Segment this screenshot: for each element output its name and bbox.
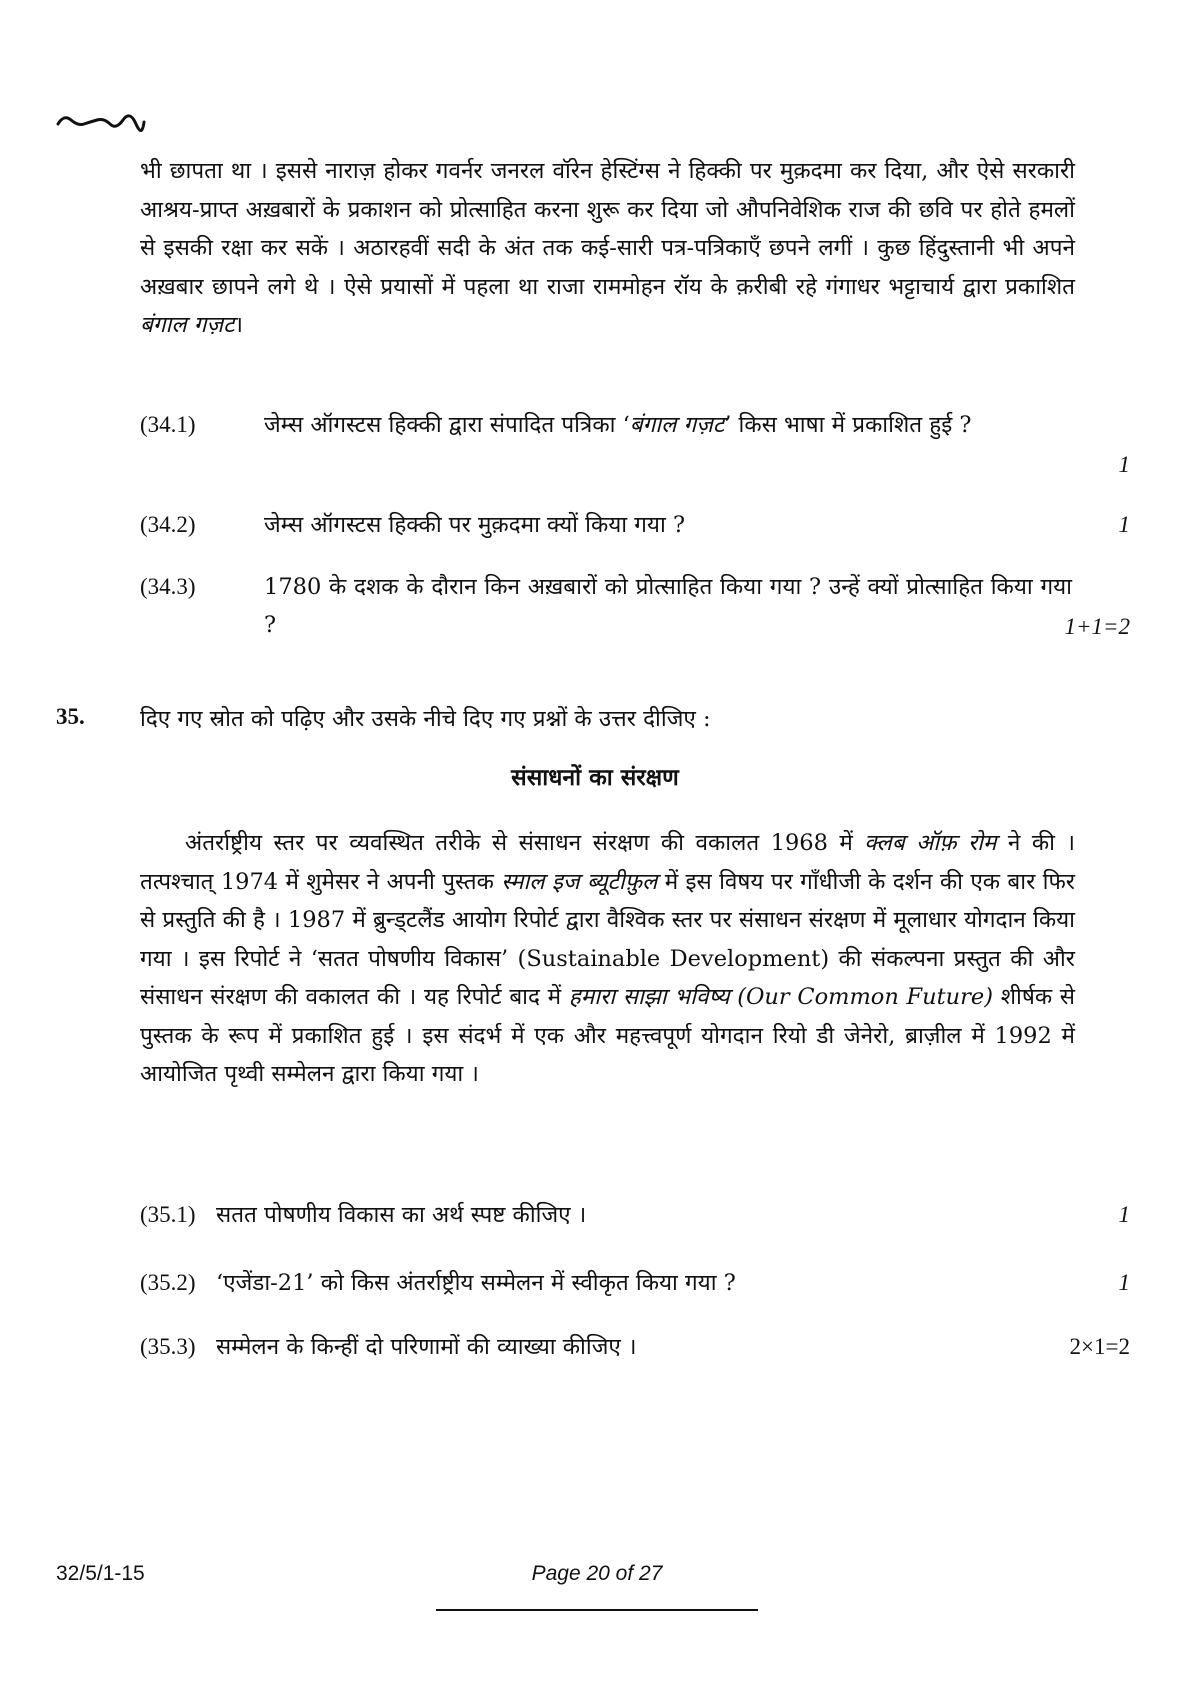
subquestion-number: (34.1) <box>140 412 196 437</box>
italic-title: स्माल इज ब्यूटीफ़ुल <box>501 868 658 895</box>
subquestion-number: (35.2) <box>140 1270 196 1295</box>
source-title: संसाधनों का संरक्षण <box>511 764 679 791</box>
text-part: ’ किस भाषा में प्रकाशित हुई ? <box>724 412 972 438</box>
subquestion-text: सम्मेलन के किन्हीं दो परिणामों की व्याख्या कीजिए । <box>216 1334 637 1360</box>
subquestion-number: (34.3) <box>140 574 196 599</box>
question-instruction: दिए गए स्रोत को पढ़िए और उसके नीचे दिए गए प्रश्नों के उत्तर दीजिए : <box>140 706 711 732</box>
subquestion-34-1 <box>140 406 1130 484</box>
subquestion-35-2 <box>140 1264 1130 1304</box>
italic-title: हमारा साझा भविष्य (Our Common Future) <box>568 984 993 1010</box>
marks: 1 <box>1118 452 1130 477</box>
subquestion-number: (35.1) <box>140 1202 196 1227</box>
subquestion-text: 1780 के दशक के दौरान किन अख़बारों को प्रोत्साहित किया गया ? उन्हें क्यों प्रोत्साहित किया गया ? <box>264 574 1072 638</box>
page-number: Page 20 of 27 <box>531 1562 663 1585</box>
passage-text: में इस विषय पर गाँधीजी के दर्शन की एक बार फिर से प्रस्तुति की है । 1987 में ब्रुन्ड्टलैंड आयोग रिपोर्ट द्वारा वैश्विक स्तर पर संसाधन संरक्षण में मूलाधार योगदान किया गया । इस रिपोर्ट ने ‘सतत पोषणीय विकास’ (Sustainable Development) की संकल्पना प्रस्तुत की और संसाधन संरक्षण की वकालत की । यह रिपोर्ट बाद में <box>140 868 1076 1010</box>
passage-text: अंतर्राष्ट्रीय स्तर पर व्यवस्थित तरीके से संसाधन संरक्षण की वकालत 1968 में <box>185 830 853 856</box>
marks: 1 <box>1118 1202 1130 1227</box>
italic-title: बंगाल गज़ट <box>140 312 235 338</box>
subquestion-number: (35.3) <box>140 1334 196 1359</box>
subquestion-text: सतत पोषणीय विकास का अर्थ स्पष्ट कीजिए । <box>216 1202 587 1228</box>
text-part: जेम्स ऑगस्टस हिक्की द्वारा संपादित पत्रिका ‘ <box>264 412 630 438</box>
italic-title: क्लब ऑफ़ रोम <box>864 830 997 856</box>
subquestion-text: ‘एजेंडा-21’ को किस अंतर्राष्ट्रीय सम्मेलन में स्वीकृत किया गया ? <box>216 1270 736 1296</box>
source-passage <box>140 824 1075 1094</box>
source-paragraph-continued <box>140 152 1075 345</box>
passage-text: ने की । तत्पश्चात् 1974 में शुमेसर ने अपनी पुस्तक <box>140 830 1075 895</box>
paper-code: 32/5/1-15 <box>56 1562 145 1585</box>
subquestion-text: जेम्स ऑगस्टस हिक्की पर मुक़दमा क्यों किया गया ? <box>264 512 686 538</box>
marks: 1+1=2 <box>1064 614 1130 639</box>
footer-rule <box>436 1609 758 1611</box>
subquestion-34-3 <box>140 568 1130 646</box>
subquestion-text <box>264 406 1072 444</box>
question-number: 35. <box>56 704 85 729</box>
subquestion-number: (34.2) <box>140 512 196 537</box>
marks: 2×1=2 <box>1069 1334 1130 1359</box>
subquestion-35-1 <box>140 1196 1130 1236</box>
passage-text: शीर्षक से पुस्तक के रूप में प्रकाशित हुई । इस संदर्भ में एक और महत्त्वपूर्ण योगदान रियो डी जेनेरो, ब्राज़ील में 1992 में आयोजित पृथ्वी सम्मेलन द्वारा किया गया । <box>140 984 1076 1087</box>
wave-mark-icon <box>56 110 146 134</box>
marks: 1 <box>1118 512 1130 537</box>
italic-title: बंगाल गज़ट <box>629 412 725 438</box>
paragraph-text: भी छापता था । इससे नाराज़ होकर गवर्नर जनरल वॉरेन हेस्टिंग्स ने हिक्की पर मुक़दमा कर दिया, और ऐसे सरकारी आश्रय-प्राप्त अख़बारों के प्रकाशन को प्रोत्साहित करना शुरू कर दिया जो औपनिवेशिक राज की छवि पर होते हमलों से इसकी रक्षा कर सकें । अठारहवीं सदी के अंत तक कई-सारी पत्र-पत्रिकाएँ छपने लगीं । कुछ हिंदुस्तानी भी अपने अख़बार छापने लगे थे । ऐसे प्रयासों में पहला था राजा राममोहन रॉय के क़रीबी रहे गंगाधर भट्टाचार्य द्वारा प्रकाशित <box>140 158 1075 300</box>
subquestion-35-3 <box>140 1328 1130 1368</box>
subquestion-34-2 <box>140 506 1130 546</box>
marks: 1 <box>1118 1270 1130 1295</box>
full-stop: । <box>234 312 243 338</box>
